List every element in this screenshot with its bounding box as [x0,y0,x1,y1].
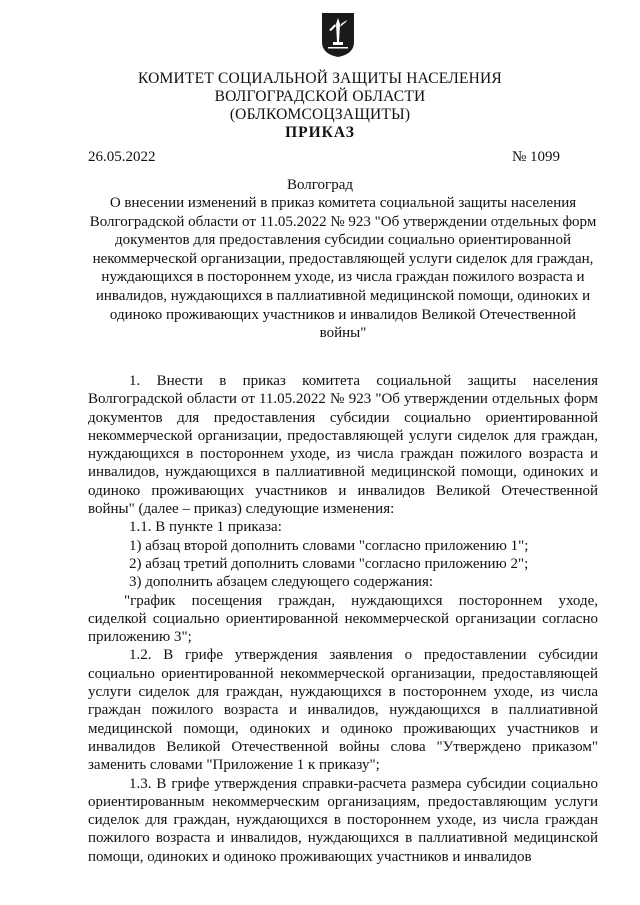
paragraph-1-2: 1.2. В грифе утверждения заявления о предоставлении субсидии социально ориентированной некоммерческой организации, предоставляющей услуги сиделок для граждан, нуждающихся в постороннем уходе, из числа граждан пожилого возраста и инвалидов, нуждающихся в паллиативной медицинской помощи, одиноких и одиноко проживающих участников и инвалидов Великой Отечественной войны слова "Утверждено приказом" заменить словами "Приложение 1 к приказу"; [88,647,598,774]
document-number: № 1099 [512,149,561,165]
paragraph-1-1-quote: "график посещения граждан, нуждающихся постороннем уходе, сиделкой социально ориентированной некоммерческой организации согласно приложению 3"; [88,592,598,646]
paragraph-1-1-item-1: 1) абзац второй дополнить словами "согласно приложению 1"; [129,537,529,554]
paragraph-1-1: 1.1. В пункте 1 приказа: [129,519,282,536]
document-city: Волгоград [286,177,353,193]
org-abbreviation: (ОБЛКОМСОЦЗАЩИТЫ) [229,106,411,123]
paragraph-1: 1. Внести в приказ комитета социальной защиты населения Волгоградской области от 11.05.2022 № 923 "Об утверждении отдельных форм документов для предоставления субсидии социально ориентированной некоммерческой организации, предоставляющей услуги сиделок для граждан, нуждающихся в постороннем уходе, из числа граждан пожилого возраста и инвалидов, нуждающихся в паллиативной медицинской помощи, одиноких и одиноко проживающих участников и инвалидов Великой Отечественной войны" (далее – приказ) следующие изменения: [88,373,598,518]
document-body [88,372,598,866]
document-title: О внесении изменений в приказ комитета социальной защиты населения Волгоградской области от 11.05.2022 № 923 "Об утверждении отдельных форм документов для предоставления субсидии социально ориентированной некоммерческой организации, предоставляющей услуги сиделок для граждан, нуждающихся в постороннем уходе, из числа граждан пожилого возраста и инвалидов, нуждающихся в паллиативной медицинской помощи, одиноких и одиноко проживающих участников и инвалидов Великой Отечественной войны" [89,195,597,342]
paragraph-1-1-item-3: 3) дополнить абзацем следующего содержания: [129,574,434,591]
paragraph-1-1-item-2: 2) абзац третий дополнить словами "согласно приложению 2"; [129,555,529,572]
paragraph-1-3: 1.3. В грифе утверждения справки-расчета размера субсидии социально ориентированным некоммерческим организациям, предоставляющим услуги сиделок для граждан, нуждающихся в постороннем уходе, из числа граждан пожилого возраста и инвалидов, нуждающихся в паллиативной медицинской помощи, одиноких и одиноко проживающих участников и инвалидов [88,775,598,865]
org-name-line-1: КОМИТЕТ СОЦИАЛЬНОЙ ЗАЩИТЫ НАСЕЛЕНИЯ [138,70,502,87]
coat-of-arms-icon [321,12,355,58]
document-type: ПРИКАЗ [285,124,355,141]
org-name-line-2: ВОЛГОГРАДСКОЙ ОБЛАСТИ [214,88,426,105]
document-date: 26.05.2022 [88,149,156,165]
